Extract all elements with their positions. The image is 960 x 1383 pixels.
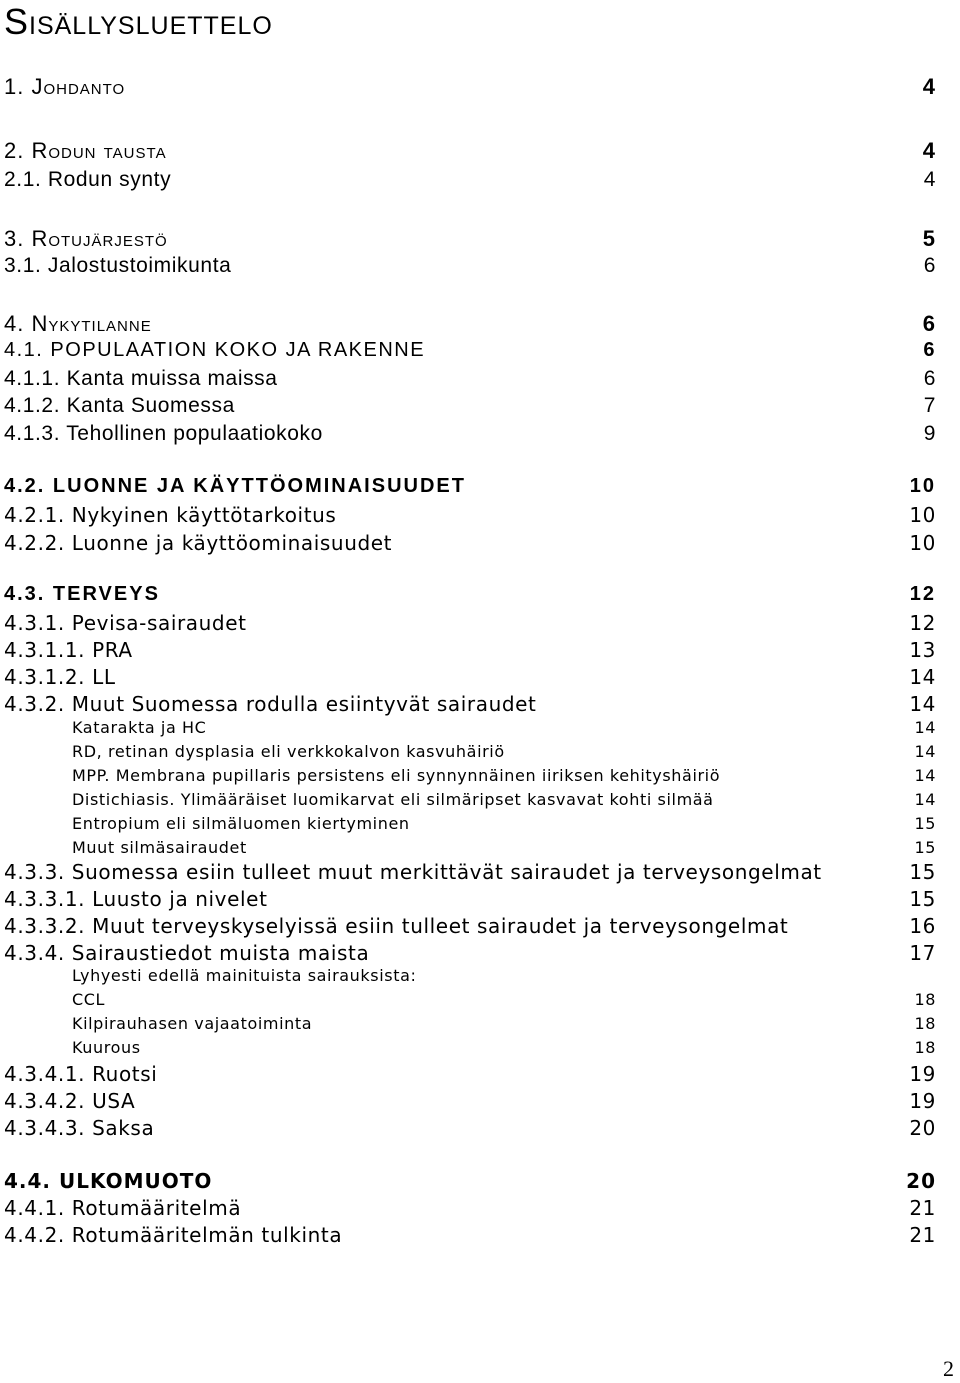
toc-entry-label: 1. Johdanto xyxy=(4,74,126,99)
toc-entry-page: 6 xyxy=(923,339,936,361)
toc-entry-page: 12 xyxy=(909,583,936,605)
toc-entry-page: 10 xyxy=(909,531,936,555)
toc-entry-label: Muut silmäsairaudet xyxy=(72,838,247,857)
toc-entry-label: 4.2. LUONNE JA KÄYTTÖOMINAISUUDET xyxy=(4,475,466,497)
toc-entry-label: 4.3.1.1. PRA xyxy=(4,638,133,662)
toc-entry-page: 18 xyxy=(914,1014,936,1033)
toc-entry[interactable] xyxy=(4,254,936,278)
toc-entry[interactable] xyxy=(4,531,936,555)
toc-entry-page: 15 xyxy=(914,814,936,833)
toc-entry-label: 4.1.2. Kanta Suomessa xyxy=(4,394,235,417)
toc-entry[interactable] xyxy=(4,990,936,1009)
toc-entry[interactable] xyxy=(4,226,936,252)
toc-entry-label: Kuurous xyxy=(72,1038,141,1057)
toc-entry-page: 20 xyxy=(909,1116,936,1140)
toc-entry[interactable] xyxy=(4,914,936,938)
toc-entry[interactable] xyxy=(4,74,936,100)
toc-entry-label: 4.3.4. Sairaustiedot muista maista xyxy=(4,941,370,965)
toc-entry-page: 19 xyxy=(909,1062,936,1086)
toc-entry-page: 18 xyxy=(914,990,936,1009)
toc-entry-label: Lyhyesti edellä mainituista sairauksista: xyxy=(72,966,417,985)
toc-entry-label: 4.3.1. Pevisa-sairaudet xyxy=(4,611,247,635)
toc-entry[interactable] xyxy=(4,1223,936,1247)
toc-entry-label: Entropium eli silmäluomen kiertyminen xyxy=(72,814,410,833)
toc-entry-label: Distichiasis. Ylimääräiset luomikarvat eli silmäripset kasvavat kohti silmää xyxy=(72,790,714,809)
toc-entry-label: 4.3. TERVEYS xyxy=(4,583,160,605)
toc-entry-page: 10 xyxy=(909,475,936,497)
toc-entry[interactable] xyxy=(4,665,936,689)
toc-entry-label: 4.1.3. Tehollinen populaatiokoko xyxy=(4,422,323,445)
toc-entry[interactable] xyxy=(4,838,936,857)
toc-entry[interactable] xyxy=(4,422,936,446)
toc-entry-page: 13 xyxy=(909,638,936,662)
toc-entry-page: 4 xyxy=(922,138,936,163)
toc-entry[interactable] xyxy=(4,966,936,985)
toc-entry[interactable] xyxy=(4,138,936,164)
toc-entry-label: 2. Rodun tausta xyxy=(4,138,167,163)
toc-entry[interactable] xyxy=(4,311,936,337)
toc-entry[interactable] xyxy=(4,766,936,785)
toc-entry-page: 6 xyxy=(923,254,936,277)
toc-entry-page: 21 xyxy=(909,1196,936,1220)
toc-entry-label: 3. Rotujärjestö xyxy=(4,226,168,251)
toc-entry-page: 21 xyxy=(909,1223,936,1247)
toc-entry[interactable] xyxy=(4,394,936,418)
toc-entry-page: 20 xyxy=(906,1169,936,1193)
toc-entry[interactable] xyxy=(4,692,936,716)
toc-entry-label: 4.4.1. Rotumääritelmä xyxy=(4,1196,242,1220)
toc-entry-label: 4.3.4.3. Saksa xyxy=(4,1116,155,1140)
toc-entry[interactable] xyxy=(4,339,936,362)
toc-entry-label: 4. Nykytilanne xyxy=(4,311,152,336)
toc-entry-page: 5 xyxy=(922,226,936,251)
toc-entry[interactable] xyxy=(4,638,936,662)
toc-title: Sisällysluettelo xyxy=(4,1,273,42)
toc-entry[interactable] xyxy=(4,790,936,809)
toc-entry-page: 4 xyxy=(923,168,936,191)
toc-entry-page: 14 xyxy=(914,766,936,785)
toc-entry-page: 19 xyxy=(909,1089,936,1113)
toc-entry-label: 3.1. Jalostustoimikunta xyxy=(4,254,232,277)
toc-entry[interactable] xyxy=(4,1089,936,1113)
toc-entry-page: 16 xyxy=(909,914,936,938)
toc-entry-label: 4.3.3. Suomessa esiin tulleet muut merkittävät sairaudet ja terveysongelmat xyxy=(4,860,822,884)
toc-entry[interactable] xyxy=(4,367,936,391)
toc-entry-label: Kilpirauhasen vajaatoiminta xyxy=(72,1014,313,1033)
toc-entry[interactable] xyxy=(4,814,936,833)
toc-entry-page: 6 xyxy=(922,311,936,336)
toc-entry-label: 4.1. POPULAATION KOKO JA RAKENNE xyxy=(4,339,426,361)
toc-entry-page: 9 xyxy=(923,422,936,445)
toc-entry-label: 4.4. ULKOMUOTO xyxy=(4,1169,213,1193)
toc-entry-label: 4.3.2. Muut Suomessa rodulla esiintyvät sairaudet xyxy=(4,692,537,716)
toc-entry[interactable] xyxy=(4,860,936,884)
toc-entry-label: 4.4.2. Rotumääritelmän tulkinta xyxy=(4,1223,343,1247)
toc-entry-page: 10 xyxy=(909,503,936,527)
toc-entry[interactable] xyxy=(4,475,936,498)
toc-entry-page: 15 xyxy=(909,887,936,911)
toc-entry[interactable] xyxy=(4,718,936,737)
toc-entry-page: 15 xyxy=(909,860,936,884)
toc-entry[interactable] xyxy=(4,583,936,606)
toc-entry-page: 12 xyxy=(909,611,936,635)
toc-entry[interactable] xyxy=(4,1169,936,1193)
toc-entry[interactable] xyxy=(4,1196,936,1220)
toc-entry-label: 4.2.1. Nykyinen käyttötarkoitus xyxy=(4,503,337,527)
toc-entry-label: 4.2.2. Luonne ja käyttöominaisuudet xyxy=(4,531,393,555)
toc-entry-label: 4.3.3.2. Muut terveyskyselyissä esiin tulleet sairaudet ja terveysongelmat xyxy=(4,914,789,938)
toc-entry-label: RD, retinan dysplasia eli verkkokalvon kasvuhäiriö xyxy=(72,742,505,761)
toc-entry-page: 15 xyxy=(914,838,936,857)
toc-entry[interactable] xyxy=(4,742,936,761)
toc-entry[interactable] xyxy=(4,1062,936,1086)
toc-entry-page: 14 xyxy=(909,692,936,716)
toc-entry[interactable] xyxy=(4,1038,936,1057)
toc-entry-page: 18 xyxy=(914,1038,936,1057)
toc-entry-label: Katarakta ja HC xyxy=(72,718,207,737)
toc-entry[interactable] xyxy=(4,1116,936,1140)
toc-entry-page: 14 xyxy=(914,790,936,809)
toc-entry-label: MPP. Membrana pupillaris persistens eli synnynnäinen iiriksen kehityshäiriö xyxy=(72,766,721,785)
toc-entry[interactable] xyxy=(4,941,936,965)
toc-entry-page: 6 xyxy=(923,367,936,390)
page-number: 2 xyxy=(943,1356,954,1381)
toc-entry-label: CCL xyxy=(72,990,106,1009)
toc-entry-label: 4.3.1.2. LL xyxy=(4,665,116,689)
toc-entry[interactable] xyxy=(4,887,936,911)
toc-entry[interactable] xyxy=(4,1014,936,1033)
toc-entry[interactable] xyxy=(4,503,936,527)
toc-entry-page: 7 xyxy=(923,394,936,417)
toc-entry-label: 4.3.3.1. Luusto ja nivelet xyxy=(4,887,268,911)
toc-entry[interactable] xyxy=(4,168,936,192)
toc-entry[interactable] xyxy=(4,611,936,635)
toc-entry-label: 2.1. Rodun synty xyxy=(4,168,172,191)
toc-entry-page: 14 xyxy=(914,742,936,761)
toc-entry-page: 14 xyxy=(914,718,936,737)
toc-entry-page: 17 xyxy=(909,941,936,965)
toc-entry-page: 14 xyxy=(909,665,936,689)
toc-entry-page: 4 xyxy=(922,74,936,99)
toc-entry-label: 4.3.4.1. Ruotsi xyxy=(4,1062,158,1086)
toc-entry-label: 4.3.4.2. USA xyxy=(4,1089,136,1113)
toc-entry-label: 4.1.1. Kanta muissa maissa xyxy=(4,367,278,390)
